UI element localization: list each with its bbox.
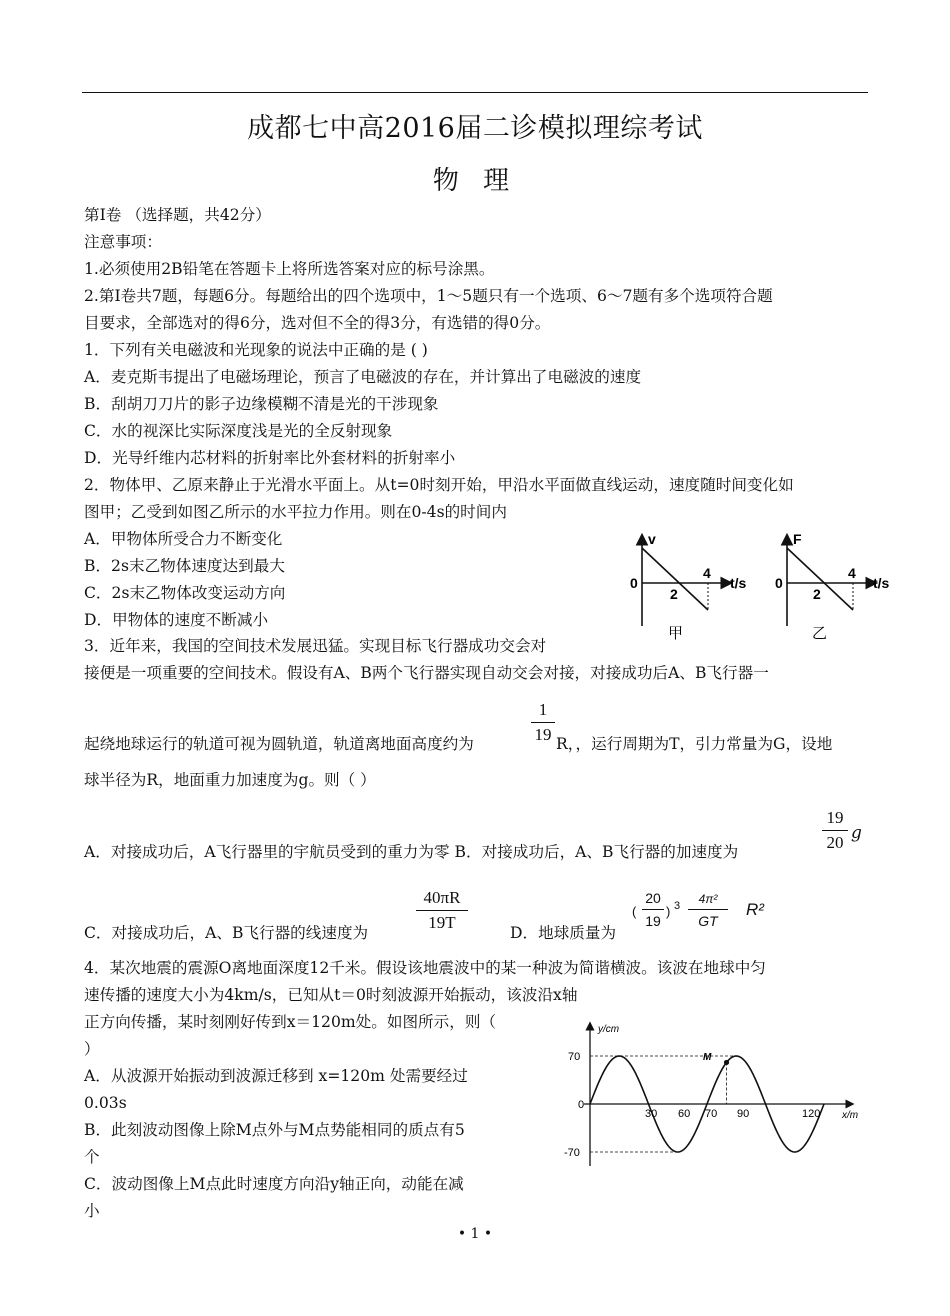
q3-stem-line-3b: R，，运行周期为T，引力常量为G，设地 <box>556 735 833 753</box>
page-number: • 1 • <box>457 1226 493 1242</box>
wave-x-tick-60: 60 <box>678 1108 691 1120</box>
yi-x-label: t/s <box>873 575 890 591</box>
q4-stem-line-2: 速传播的速度大小为4km/s，已知从t＝0时刻波源开始振动，该波沿x轴 <box>84 986 578 1004</box>
q3-option-c: C．对接成功后，A、B飞行器的线速度为 <box>84 924 369 942</box>
q3-accel-num: 19 <box>826 808 844 827</box>
exam-title: 成都七中高2016届二诊模拟理综考试 <box>247 113 703 144</box>
yi-caption: 乙 <box>812 625 828 642</box>
q3-height-num: 1 <box>538 700 548 719</box>
q3-velocity-num: 40πR <box>423 888 461 907</box>
formula-num: 4π² <box>698 892 718 906</box>
q2-option-d: D．甲物体的速度不断减小 <box>84 611 269 629</box>
notes-title: 注意事项： <box>84 233 162 251</box>
q1-stem: 1．下列有关电磁波和光现象的说法中正确的是 ( ) <box>84 341 428 359</box>
wave-x-tick-30: 30 <box>645 1108 658 1120</box>
jia-tick-2: 2 <box>670 586 678 602</box>
q4-option-c-line-2: 小 <box>84 1202 100 1220</box>
wave-x-tick-90: 90 <box>737 1108 750 1120</box>
formula-inner-den: 19 <box>645 913 661 929</box>
jia-tick-4: 4 <box>703 565 711 581</box>
q1-option-c: C．水的视深比实际深度浅是光的全反射现象 <box>84 422 393 440</box>
q2-stem-line-2: 图甲；乙受到如图乙所示的水平拉力作用。则在0-4s的时间内 <box>84 503 507 521</box>
q4-stem-line-1: 4．某次地震的震源O离地面深度12千米。假设该地震波中的某一种波为简谐横波。该波在地球中匀 <box>84 959 766 977</box>
q2-option-b: B．2s末乙物体速度达到最大 <box>84 557 285 575</box>
q3-velocity-den: 19T <box>428 913 456 932</box>
yi-tick-2: 2 <box>813 586 821 602</box>
yi-tick-4: 4 <box>848 565 856 581</box>
q3-mass-formula <box>632 890 782 940</box>
formula-power: 3 <box>674 900 681 912</box>
yi-y-label: F <box>793 531 802 547</box>
formula-inner-num: 20 <box>645 890 661 906</box>
q4-wave-graph <box>562 1018 872 1168</box>
wave-x-tick-120: 120 <box>802 1108 821 1120</box>
jia-origin-label: 0 <box>630 575 638 591</box>
formula-rparen: ) <box>666 904 671 919</box>
q2-figures <box>620 528 910 646</box>
note-1: 1.必须使用2B铅笔在答题卡上将所选答案对应的标号涂黑。 <box>84 260 495 278</box>
q3-stem-line-1: 3．近年来，我国的空间技术发展迅猛。实现目标飞行器成功交会对 <box>84 637 547 655</box>
fig-yi <box>775 531 890 642</box>
q3-velocity-fraction <box>416 888 468 933</box>
formula-tail: R² <box>746 900 764 919</box>
section-heading: 第I卷 （选择题，共42分） <box>84 206 271 224</box>
q3-accel-g: g <box>851 823 862 843</box>
subject-title: 物 理 <box>432 166 518 196</box>
q3-option-ab: A．对接成功后，A飞行器里的宇航员受到的重力为零 B．对接成功后，A、B飞行器的加速度为 <box>84 843 739 861</box>
fig-jia <box>630 531 747 642</box>
q2-stem-line-1: 2．物体甲、乙原来静止于光滑水平面上。从t=0时刻开始，甲沿水平面做直线运动，速度随时间变化如 <box>84 476 794 494</box>
q3-option-d: D．地球质量为 <box>510 924 617 942</box>
q4-option-a-line-2: 0.03s <box>84 1094 127 1112</box>
q3-stem-line-2: 接便是一项重要的空间技术。假设有A、B两个飞行器实现自动交会对接，对接成功后A、B飞行器一 <box>84 664 769 682</box>
wave-y-pos-label: 70 <box>568 1051 581 1063</box>
wave-origin-label: 0 <box>578 1099 585 1111</box>
wave-x-label: x/m <box>842 1110 859 1121</box>
q4-option-b-line-1: B．此刻波动图像上除M点外与M点势能相同的质点有5 <box>84 1121 465 1139</box>
jia-caption: 甲 <box>668 625 684 642</box>
jia-x-label: t/s <box>730 575 747 591</box>
q4-option-c-line-1: C．波动图像上M点此时速度方向沿y轴正向，动能在减 <box>84 1175 464 1193</box>
q3-accel-den: 20 <box>826 833 844 852</box>
q3-stem-line-3a: 起绕地球运行的轨道可视为圆轨道，轨道离地面高度约为 <box>84 735 474 753</box>
wave-y-neg-label: -70 <box>564 1147 580 1159</box>
q2-option-a: A．甲物体所受合力不断变化 <box>84 530 283 548</box>
formula-den: GT <box>698 913 718 929</box>
wave-point-m-label: M <box>703 1052 712 1063</box>
wave-x-tick-70: 70 <box>705 1108 718 1120</box>
q4-stem-line-4: ） <box>84 1040 100 1058</box>
formula-lparen: ( <box>632 904 637 919</box>
note-2-line-2: 目要求，全部选对的得6分，选对但不全的得3分，有选错的得0分。 <box>84 314 551 332</box>
q1-option-d: D．光导纤维内芯材料的折射率比外套材料的折射率小 <box>84 449 456 467</box>
note-2-line-1: 2.第I卷共7题，每题6分。每题给出的四个选项中，1～5题只有一个选项、6～7题有多个选项符合题 <box>84 287 773 305</box>
wave-y-label: y/cm <box>598 1024 620 1035</box>
q2-option-c: C．2s末乙物体改变运动方向 <box>84 584 286 602</box>
q1-option-a: A．麦克斯韦提出了电磁场理论，预言了电磁波的存在，并计算出了电磁波的速度 <box>84 368 642 386</box>
q4-option-b-line-2: 个 <box>84 1148 100 1166</box>
jia-y-label: v <box>648 531 656 547</box>
yi-origin-label: 0 <box>775 575 783 591</box>
q3-stem-line-4: 球半径为R，地面重力加速度为g。则（ ） <box>84 771 376 789</box>
q3-accel-fraction <box>822 808 848 853</box>
q1-option-b: B．刮胡刀刀片的影子边缘模糊不清是光的干涉现象 <box>84 395 439 413</box>
q4-stem-line-3: 正方向传播，某时刻刚好传到x＝120m处。如图所示，则（ <box>84 1013 497 1031</box>
q3-height-fraction <box>531 700 555 745</box>
header-rule <box>82 92 868 93</box>
wave-point-m <box>724 1060 729 1065</box>
q4-option-a-line-1: A．从波源开始振动到波源迁移到 x=120m 处需要经过 <box>84 1067 468 1085</box>
q3-height-den: 19 <box>534 725 552 744</box>
